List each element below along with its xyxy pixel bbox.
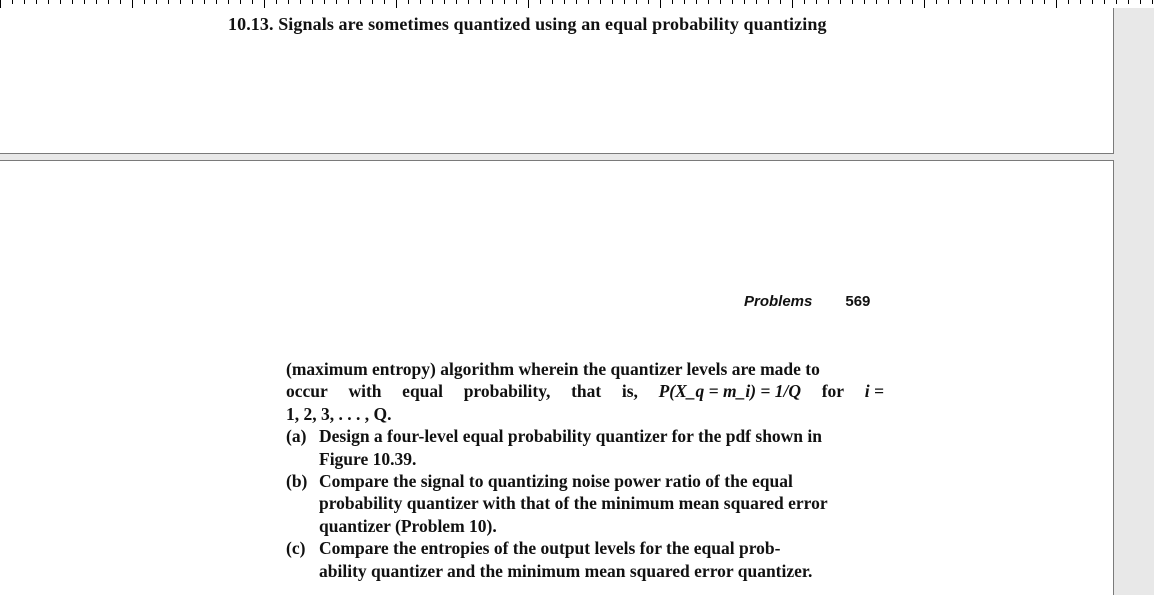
text-line: Compare the entropies of the output levels for the equal prob- [319, 538, 781, 559]
ruler-tick [252, 0, 253, 4]
ruler-tick [132, 0, 133, 8]
word: equal [402, 381, 444, 402]
ruler-tick [444, 0, 445, 4]
problem-header: 10.13. Signals are sometimes quantized using an equal probability quantizing [228, 14, 827, 34]
word: occur [286, 381, 328, 402]
item-body [319, 425, 884, 470]
ruler-tick [192, 0, 193, 4]
ruler-tick [456, 0, 457, 4]
ruler-tick [816, 0, 817, 4]
ruler-tick [780, 0, 781, 4]
ruler-tick [1140, 0, 1141, 4]
ruler-tick [768, 0, 769, 4]
ruler-tick [168, 0, 169, 4]
ruler-tick [384, 0, 385, 4]
ruler-tick [1104, 0, 1105, 4]
previous-page [0, 8, 1114, 154]
ruler-tick [120, 0, 121, 4]
ruler-tick [720, 0, 721, 4]
ruler-tick [480, 0, 481, 4]
ruler-tick [1020, 0, 1021, 4]
math-expression: P(X_q = m_i) = 1/Q [658, 381, 802, 402]
ruler-tick [348, 0, 349, 4]
ruler-tick [360, 0, 361, 4]
ruler-tick [24, 0, 25, 4]
ruler-tick [240, 0, 241, 4]
item-marker: (b) [286, 471, 308, 492]
item-body [319, 470, 884, 537]
ruler-tick [1068, 0, 1069, 4]
text-line-justified [286, 380, 884, 402]
ruler-tick [504, 0, 505, 4]
text-line: ability quantizer and the minimum mean squared error quantizer. [319, 560, 813, 581]
item-marker: (c) [286, 538, 306, 559]
current-page [0, 160, 1114, 595]
item-marker: (a) [286, 426, 307, 447]
item-body [319, 537, 884, 582]
ruler-tick [1116, 0, 1117, 4]
ruler-tick [1152, 0, 1153, 4]
ruler-tick [612, 0, 613, 4]
ruler-tick [180, 0, 181, 4]
section-title: Problems [744, 293, 813, 310]
ruler-tick [432, 0, 433, 4]
ruler-tick [708, 0, 709, 4]
ruler-tick [564, 0, 565, 4]
ruler-tick [228, 0, 229, 4]
ruler-tick [864, 0, 865, 4]
ruler-tick [972, 0, 973, 4]
ruler-tick [396, 0, 397, 8]
list-item-c [286, 537, 884, 582]
ruler-tick [408, 0, 409, 4]
text-line: Figure 10.39. [319, 448, 417, 469]
ruler-tick [900, 0, 901, 4]
ruler-tick [516, 0, 517, 4]
ruler-tick [876, 0, 877, 4]
ruler-tick [984, 0, 985, 4]
ruler-tick [264, 0, 265, 8]
ruler-tick [144, 0, 145, 4]
ruler-tick [840, 0, 841, 4]
ruler-tick [1092, 0, 1093, 4]
text-line: Compare the signal to quantizing noise power ratio of the equal [319, 471, 793, 492]
ruler-tick [552, 0, 553, 4]
word: for [821, 381, 845, 402]
ruler-tick [420, 0, 421, 4]
word: is, [621, 381, 638, 402]
ruler-tick [924, 0, 925, 8]
ruler-tick [852, 0, 853, 4]
ruler-tick [108, 0, 109, 4]
ruler-tick [828, 0, 829, 4]
ruler-tick [600, 0, 601, 4]
ruler-tick [888, 0, 889, 4]
ruler-tick [912, 0, 913, 4]
text-line: Design a four-level equal probability quantizer for the pdf shown in [319, 426, 823, 447]
ruler-tick [96, 0, 97, 4]
ruler-tick [744, 0, 745, 4]
ruler-tick [324, 0, 325, 4]
ruler-tick [1056, 0, 1057, 8]
ruler-tick [804, 0, 805, 4]
running-head [744, 293, 870, 310]
ruler-tick [276, 0, 277, 4]
ruler-tick [156, 0, 157, 4]
ruler-tick [300, 0, 301, 4]
ruler-tick [72, 0, 73, 4]
ruler-tick [492, 0, 493, 4]
ruler-tick [12, 0, 13, 4]
list-item-b [286, 470, 884, 537]
ruler-tick [576, 0, 577, 4]
ruler-tick [636, 0, 637, 4]
ruler-tick [960, 0, 961, 4]
text-line: 1, 2, 3, . . . , Q. [286, 403, 392, 424]
word: probability, [463, 381, 551, 402]
ruler-tick [660, 0, 661, 8]
page-number: 569 [845, 293, 871, 310]
ruler-tick [1044, 0, 1045, 4]
ruler-tick [588, 0, 589, 4]
ruler-tick [528, 0, 529, 8]
text-line: quantizer (Problem 10). [319, 515, 497, 536]
ruler-tick [684, 0, 685, 4]
ruler-tick [996, 0, 997, 4]
ruler-tick [1128, 0, 1129, 4]
text-line: probability quantizer with that of the minimum mean squared error [319, 493, 828, 514]
ruler-tick [0, 0, 1, 8]
ruler-tick [468, 0, 469, 4]
ruler-tick [36, 0, 37, 4]
ruler-tick [1080, 0, 1081, 4]
ruler-tick [936, 0, 937, 4]
text-line-content: (maximum entropy) algorithm wherein the quantizer levels are made to [286, 359, 820, 379]
word: with [348, 381, 382, 402]
ruler-tick [540, 0, 541, 4]
problem-text [286, 358, 884, 582]
ruler-tick [732, 0, 733, 4]
ruler-tick [216, 0, 217, 4]
ruler-tick [288, 0, 289, 4]
ruler-tick [648, 0, 649, 4]
ruler-tick [204, 0, 205, 4]
ruler-tick [624, 0, 625, 4]
ruler-tick [696, 0, 697, 4]
viewer-margin [1114, 8, 1154, 595]
ruler-tick [60, 0, 61, 4]
ruler-tick [48, 0, 49, 4]
ruler-tick [756, 0, 757, 4]
ruler-tick [1008, 0, 1009, 4]
math-expression: i = [864, 381, 884, 402]
ruler-tick [672, 0, 673, 4]
ruler-tick [948, 0, 949, 4]
ruler-tick [1032, 0, 1033, 4]
ruler-tick [792, 0, 793, 8]
ruler-tick [372, 0, 373, 4]
word: that [571, 381, 602, 402]
ruler-tick [336, 0, 337, 4]
text-line [286, 358, 884, 380]
list-item-a [286, 425, 884, 470]
ruler-tick [312, 0, 313, 4]
ruler-tick [84, 0, 85, 4]
